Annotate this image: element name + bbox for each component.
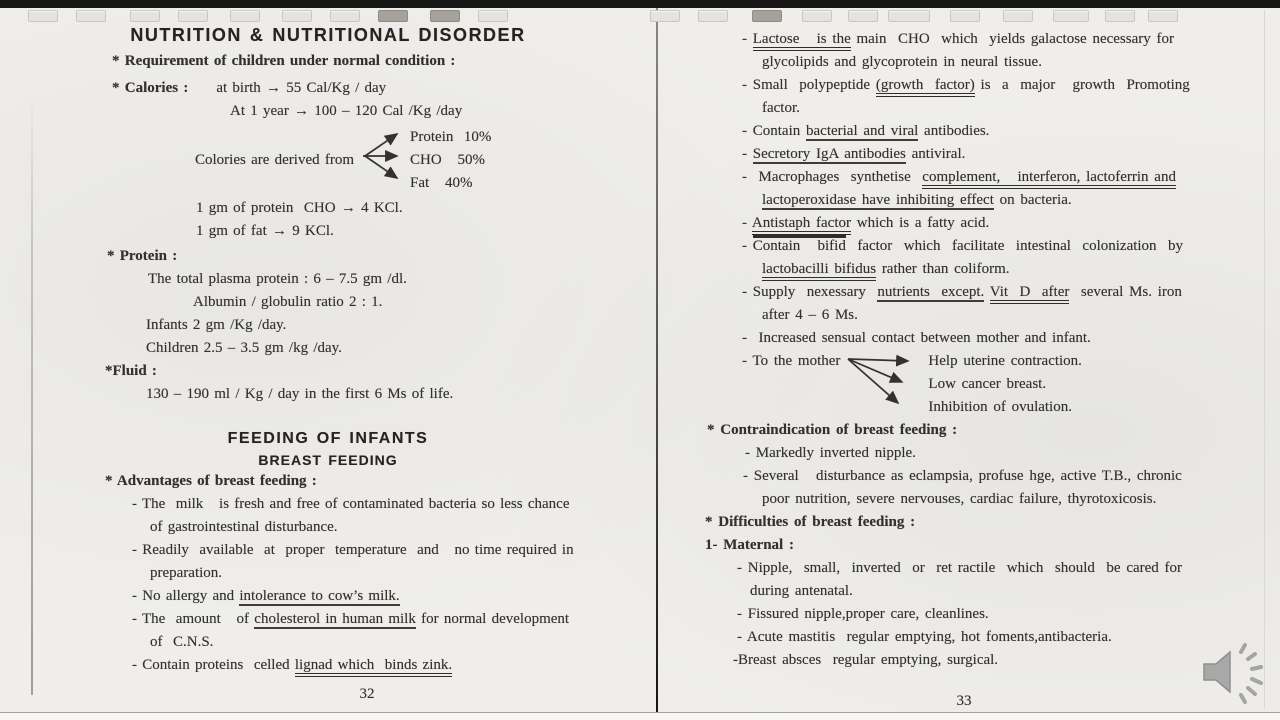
text-line: [150, 562, 656, 585]
text-line: [146, 337, 656, 360]
binding-mark: [282, 10, 312, 22]
text-line: [737, 603, 1269, 626]
text-line: [742, 120, 1269, 143]
page-number-left: 32: [359, 686, 375, 702]
text-segment: - Supply nexessary: [742, 284, 878, 300]
text-line: [742, 212, 1269, 235]
text-segment: BREAST FEEDING: [258, 452, 398, 468]
text-segment: intolerance to cow’s milk.: [239, 588, 400, 604]
text-segment: * Contraindication of breast feeding :: [707, 422, 958, 438]
text-segment: main CHO which yields galactose necessary for: [850, 31, 1174, 47]
text-segment: bacterial and viral: [806, 123, 919, 139]
binding-mark: [378, 10, 408, 22]
text-segment: for normal development: [415, 611, 570, 627]
binding-mark: [178, 10, 208, 22]
text-line: [146, 314, 656, 337]
text-segment: of C.N.S.: [150, 634, 214, 650]
text-segment: 1- Maternal :: [705, 537, 794, 553]
text-line: [745, 442, 1269, 465]
text-line: [150, 631, 656, 654]
text-segment: which is a fatty acid.: [850, 215, 990, 231]
arrow-fan-icon: [844, 350, 924, 418]
derivation-diagram: [742, 350, 1269, 419]
text-line: [105, 360, 656, 383]
text-line: [737, 626, 1269, 649]
diagram-branch-label: Low cancer breast.: [928, 376, 1047, 392]
top-black-bar: [0, 0, 1280, 8]
text-segment: NUTRITION & NUTRITIONAL DISORDER: [130, 25, 526, 45]
text-line: [742, 143, 1269, 166]
text-line: [150, 516, 656, 539]
text-segment: lactobacilli bifidus: [762, 261, 876, 281]
diagram-branches: [410, 126, 491, 195]
text-line: [196, 197, 656, 220]
text-line: [132, 608, 656, 631]
text-line: [132, 654, 656, 677]
page-number-right: 33: [956, 693, 972, 709]
text-line: [762, 51, 1269, 74]
diagram-branches: [928, 350, 1082, 419]
text-line: [146, 383, 656, 406]
binding-mark: [1148, 10, 1178, 22]
text-segment: - Markedly inverted nipple.: [745, 445, 916, 461]
text-line: [742, 28, 1269, 51]
text-segment: poor nutrition, severe nervouses, cardiac failure, thyrotoxicosis.: [762, 491, 1157, 507]
text-line: [742, 327, 1269, 350]
binding-mark: [698, 10, 728, 22]
binding-mark: [478, 10, 508, 22]
text-segment: Lactose is the: [753, 31, 851, 51]
text-segment: * Difficulties of breast feeding :: [705, 514, 916, 530]
text-line: [707, 419, 1269, 442]
diagram-label: [195, 149, 354, 172]
text-segment: -: [742, 146, 753, 162]
binding-mark: [1105, 10, 1135, 22]
page-left: [0, 8, 656, 706]
binding-mark: [1003, 10, 1033, 22]
arrow-fan-icon: [358, 123, 406, 197]
text-segment: antibodies.: [918, 123, 990, 139]
text-line: [107, 245, 656, 268]
text-segment: glycolipids and glycoprotein in neural tissue.: [762, 54, 1042, 70]
text-segment: after 4 – 6 Ms.: [762, 307, 858, 323]
text-segment: Albumin / globulin ratio 2 : 1.: [193, 294, 383, 310]
text-segment: factor.: [762, 100, 800, 116]
text-segment: - Small polypeptide: [742, 77, 876, 93]
text-segment: rather than coliform.: [876, 261, 1010, 277]
text-segment: complement, interferon, lactoferrin and: [922, 169, 1176, 189]
diagram-branch-label: CHO 50%: [410, 151, 485, 168]
text-segment: Secretory IgA antibodies: [752, 146, 906, 162]
text-line: [762, 304, 1269, 327]
page-gutter-line: [656, 8, 658, 713]
binding-mark: [1053, 10, 1089, 22]
binding-mark: [28, 10, 58, 22]
text-segment: - The milk is fresh and free of contaminated bacteria so less chance: [132, 496, 570, 512]
text-segment: lactoperoxidase have inhibiting effect: [762, 192, 994, 208]
text-segment: at birth → 55 Cal/Kg / day: [216, 80, 387, 96]
text-segment: -Breast absces regular emptying, surgical.: [733, 652, 999, 668]
text-line: [132, 493, 656, 516]
text-line: [230, 100, 656, 123]
text-segment: -: [742, 31, 753, 47]
binding-mark: [230, 10, 260, 22]
text-line: [742, 281, 1269, 304]
text-line: [742, 235, 1269, 258]
text-segment: - Several disturbance as eclampsia, profuse hge, active T.B., chronic: [743, 468, 1182, 484]
text-segment: -: [742, 215, 752, 231]
text-line: [132, 585, 656, 608]
text-line: [737, 557, 1269, 580]
text-segment: preparation.: [150, 565, 223, 581]
text-segment: - No allergy and: [132, 588, 240, 604]
text-segment: on bacteria.: [993, 192, 1072, 208]
text-segment: Colories are derived from: [195, 151, 355, 168]
text-line: [132, 539, 656, 562]
diagram-branch-label: Fat 40%: [410, 174, 473, 191]
text-segment: [984, 284, 989, 300]
text-segment: *Fluid :: [105, 363, 157, 379]
binding-mark: [650, 10, 680, 22]
diagram-branch-label: Inhibition of ovulation.: [928, 399, 1072, 415]
text-line: [762, 258, 1269, 281]
page-right-content: [659, 28, 1269, 672]
text-segment: Infants 2 gm /Kg /day.: [146, 317, 287, 333]
text-segment: Vit D after: [990, 284, 1070, 304]
text-line: [743, 465, 1269, 488]
binding-mark: [888, 10, 930, 22]
text-line: [742, 74, 1269, 97]
text-segment: - Readily available at proper temperature and no time required in: [132, 542, 574, 558]
text-segment: is a major growth Promoting: [974, 77, 1190, 93]
text-segment: cholesterol in human milk: [254, 611, 416, 627]
text-segment: antiviral.: [905, 146, 966, 162]
text-segment: - Acute mastitis regular emptying, hot foments,antibacteria.: [737, 629, 1112, 645]
text-line: [105, 470, 656, 493]
text-line: [733, 649, 1269, 672]
text-segment: - Increased sensual contact between mother and infant.: [742, 330, 1091, 346]
text-segment: - Contain: [742, 123, 806, 139]
text-segment: Antistaph factor: [752, 215, 851, 235]
text-line: [196, 220, 656, 243]
page-left-content: [0, 22, 656, 677]
diagram-branch-label: Help uterine contraction.: [928, 353, 1082, 369]
text-segment: Contain bifid: [753, 235, 846, 254]
derivation-diagram: [195, 123, 656, 197]
text-line: [762, 189, 1269, 212]
text-segment: * Protein :: [107, 248, 178, 264]
text-line: [112, 50, 656, 73]
speaker-icon[interactable]: [1196, 638, 1266, 708]
binding-mark: [430, 10, 460, 22]
page-right: [659, 8, 1269, 713]
text-segment: factor which facilitate intestinal colonization by: [845, 238, 1184, 254]
binding-mark: [752, 10, 782, 22]
text-segment: * Requirement of children under normal condition :: [112, 53, 456, 69]
scan-bottom-strip: [0, 713, 1280, 720]
text-segment: Children 2.5 – 3.5 gm /kg /day.: [146, 340, 342, 356]
text-segment: * Advantages of breast feeding :: [105, 473, 317, 489]
text-segment: - Macrophages synthetise: [742, 169, 923, 185]
text-segment: -: [742, 238, 753, 254]
binding-mark: [76, 10, 106, 22]
text-line: [705, 534, 1269, 557]
text-segment: - To the mother: [742, 353, 841, 369]
text-segment: 1 gm of protein CHO → 4 KCl.: [196, 200, 403, 216]
text-segment: 1 gm of fat → 9 KCl.: [196, 223, 334, 239]
text-segment: - Contain proteins celled: [132, 657, 295, 673]
text-segment: FEEDING OF INFANTS: [227, 430, 429, 447]
text-line: [762, 97, 1269, 120]
text-segment: The total plasma protein : 6 – 7.5 gm /dl.: [148, 271, 407, 287]
text-segment: - The amount of: [132, 611, 255, 627]
text-segment: of gastrointestinal disturbance.: [150, 519, 338, 535]
text-line: [112, 77, 656, 100]
text-line: [193, 291, 656, 314]
diagram-label: [742, 350, 840, 373]
heading: [0, 428, 656, 450]
text-segment: lignad which binds zink.: [295, 657, 452, 677]
text-line: [762, 488, 1269, 511]
diagram-branch-label: Protein 10%: [410, 128, 492, 145]
binding-mark: [802, 10, 832, 22]
heading: [0, 450, 656, 470]
text-segment: At 1 year → 100 – 120 Cal /Kg /day: [230, 103, 463, 119]
heading: [0, 22, 656, 48]
text-segment: - Fissured nipple,proper care, cleanlines.: [737, 606, 989, 622]
text-segment: during antenatal.: [750, 583, 853, 599]
text-segment: (growth factor): [876, 77, 975, 97]
binding-mark: [330, 10, 360, 22]
text-line: [750, 580, 1269, 603]
binding-mark: [950, 10, 980, 22]
text-segment: * Calories :: [112, 80, 189, 96]
text-segment: - Nipple, small, inverted or ret ractile which should be cared for: [737, 560, 1183, 576]
text-segment: nutrients except.: [877, 284, 985, 300]
binding-mark: [848, 10, 878, 22]
binding-mark: [130, 10, 160, 22]
text-line: [148, 268, 656, 291]
text-segment: several Ms. iron: [1069, 284, 1182, 300]
text-segment: 130 – 190 ml / Kg / day in the first 6 Ms of life.: [146, 386, 454, 402]
text-line: [705, 511, 1269, 534]
text-line: [742, 166, 1269, 189]
